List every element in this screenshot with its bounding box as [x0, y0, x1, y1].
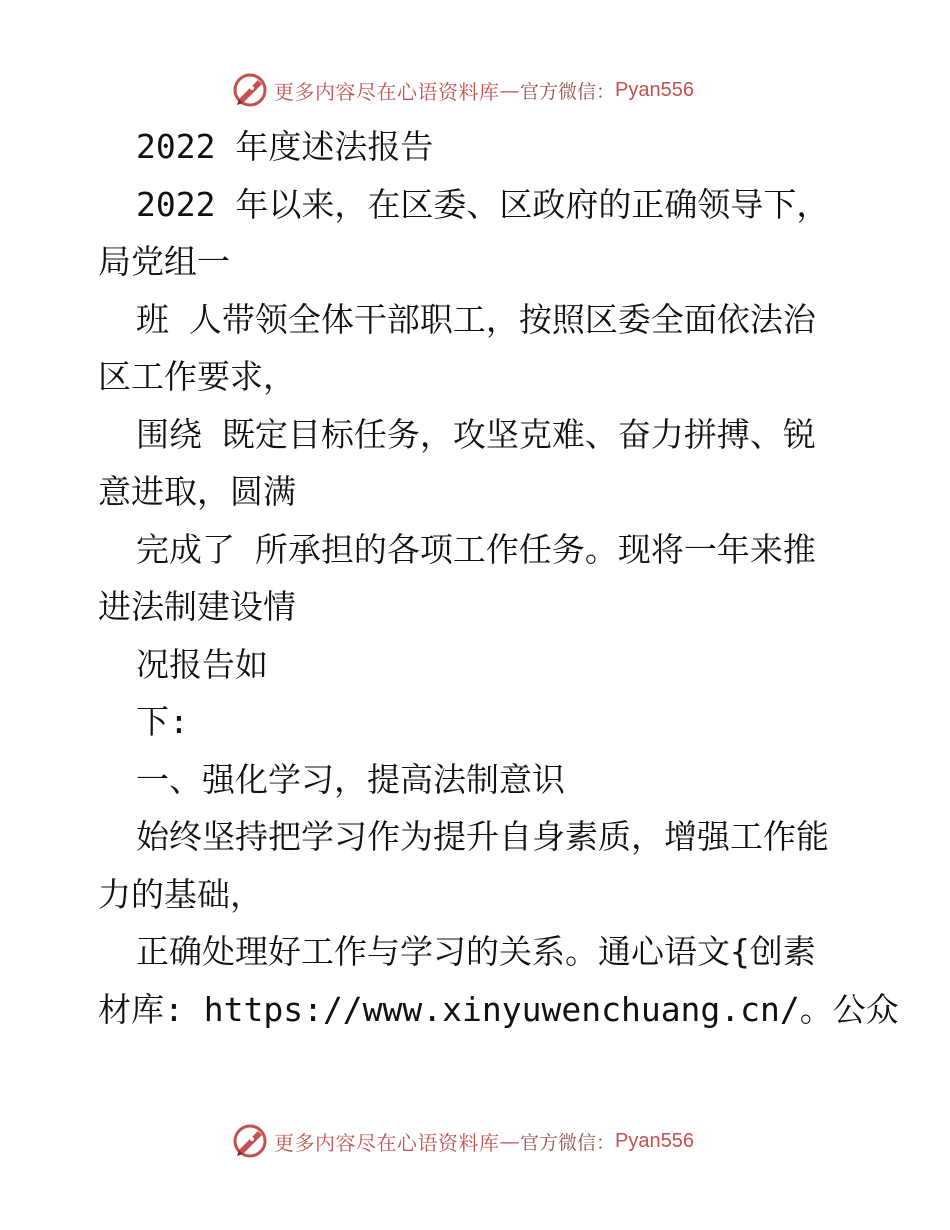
pen-logo-icon	[232, 72, 268, 108]
footer-banner[interactable]	[232, 1121, 694, 1161]
banner-slogan: 更多内容尽在心语资料库	[274, 79, 500, 104]
paragraph-line: 围绕 既定目标任务，攻坚克难、奋力拼搏、锐	[136, 414, 816, 454]
paragraph-line: 材库: https://www.xinyuwenchuang.cn/。公众	[98, 989, 899, 1029]
header-banner[interactable]	[232, 70, 694, 110]
section-heading: 一、强化学习，提高法制意识	[136, 759, 565, 799]
paragraph-line: 班 人带领全体干部职工，按照区委全面依法治	[136, 299, 816, 339]
paragraph-line: 力的基础，	[98, 874, 263, 914]
document-title: 2022 年度述法报告	[136, 127, 434, 166]
paragraph-line: 意进取，圆满	[98, 472, 296, 511]
paragraph-line: 下:	[136, 702, 189, 741]
banner-wechat-label: 官方微信：	[520, 1131, 616, 1154]
banner-wechat-id: Pyan556	[615, 1129, 694, 1152]
paragraph-line: 进法制建设情	[98, 587, 296, 626]
banner-wechat-label: 官方微信：	[520, 80, 616, 103]
pen-logo-icon	[232, 1123, 268, 1159]
paragraph-line: 局党组一	[98, 242, 230, 281]
paragraph-line: 正确处理好工作与学习的关系。通心语文{创素	[136, 932, 816, 971]
banner-dash: —	[499, 78, 520, 102]
banner-slogan: 更多内容尽在心语资料库	[274, 1130, 500, 1155]
paragraph-line: 始终坚持把学习作为提升自身素质，增强工作能	[136, 817, 829, 856]
banner-dash: —	[499, 1129, 520, 1153]
paragraph-line: 2022 年以来，在区委、区政府的正确领导下，	[136, 184, 830, 224]
document-body	[98, 118, 899, 1038]
paragraph-line: 区工作要求，	[98, 357, 296, 396]
paragraph-line: 完成了 所承担的各项工作任务。现将一年来推	[136, 529, 816, 569]
banner-wechat-id: Pyan556	[615, 78, 694, 101]
paragraph-line: 况报告如	[136, 644, 268, 684]
